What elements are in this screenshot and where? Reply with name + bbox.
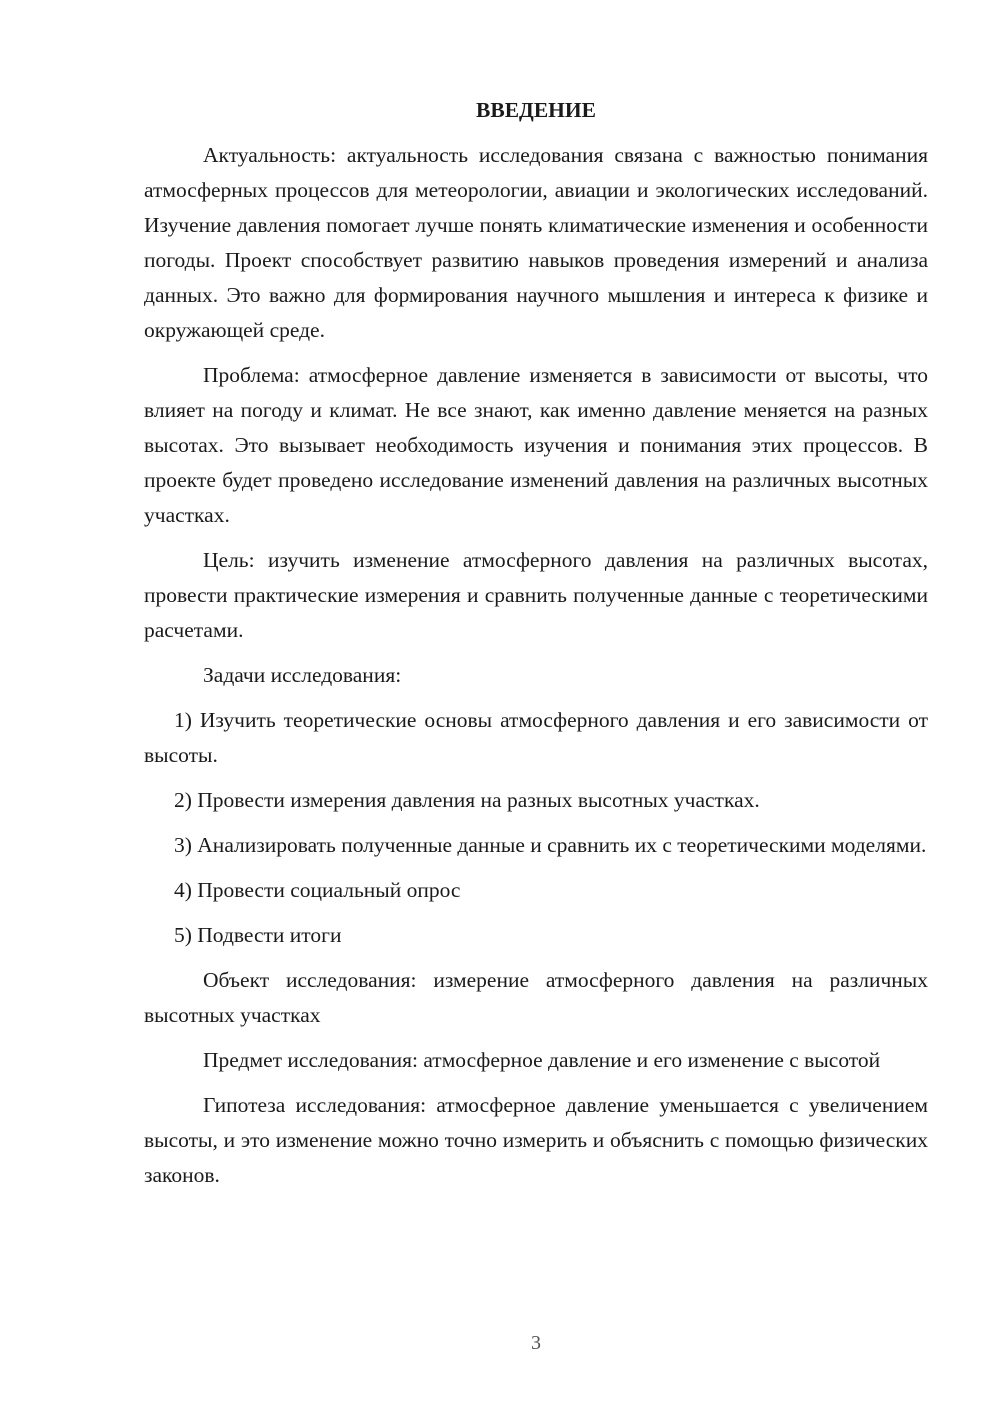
tasks-list [144, 703, 928, 953]
document-page [144, 92, 928, 1203]
page-number: 3 [531, 1332, 541, 1354]
goal-paragraph: Цель: изучить изменение атмосферного давления на различных высотах, провести практические измерения и сравнить полученные данные с теоретическими расчетами. [144, 548, 928, 642]
list-item: 2) Провести измерения давления на разных высотных участках. [174, 788, 760, 812]
tasks-heading: Задачи исследования: [203, 663, 402, 687]
hypothesis-paragraph: Гипотеза исследования: атмосферное давление уменьшается с увеличением высоты, и это изменение можно точно измерить и объяснить с помощью физических законов. [144, 1093, 928, 1187]
relevance-paragraph: Актуальность: актуальность исследования связана с важностью понимания атмосферных процессов для метеорологии, авиации и экологических исследований. Изучение давления помогает лучше понять климатические изменения и особенности погоды. Проект способствует развитию навыков проведения измерений и анализа данных. Это важно для формирования научного мышления и интереса к физике и окружающей среде. [144, 143, 928, 342]
object-paragraph: Объект исследования: измерение атмосферного давления на различных высотных участках [144, 968, 928, 1027]
list-item: 1) Изучить теоретические основы атмосферного давления и его зависимости от высоты. [144, 708, 928, 767]
page-title: ВВЕДЕНИЕ [476, 98, 596, 122]
list-item: 5) Подвести итоги [174, 923, 342, 947]
subject-paragraph: Предмет исследования: атмосферное давление и его изменение с высотой [203, 1048, 881, 1072]
list-item: 3) Анализировать полученные данные и сравнить их с теоретическими моделями. [174, 833, 927, 857]
list-item: 4) Провести социальный опрос [174, 878, 461, 902]
problem-paragraph: Проблема: атмосферное давление изменяется в зависимости от высоты, что влияет на погоду и климат. Не все знают, как именно давление меняется на разных высотах. Это вызывает необходимость изучения и понимания этих процессов. В проекте будет проведено исследование изменений давления на различных высотных участках. [144, 363, 928, 527]
